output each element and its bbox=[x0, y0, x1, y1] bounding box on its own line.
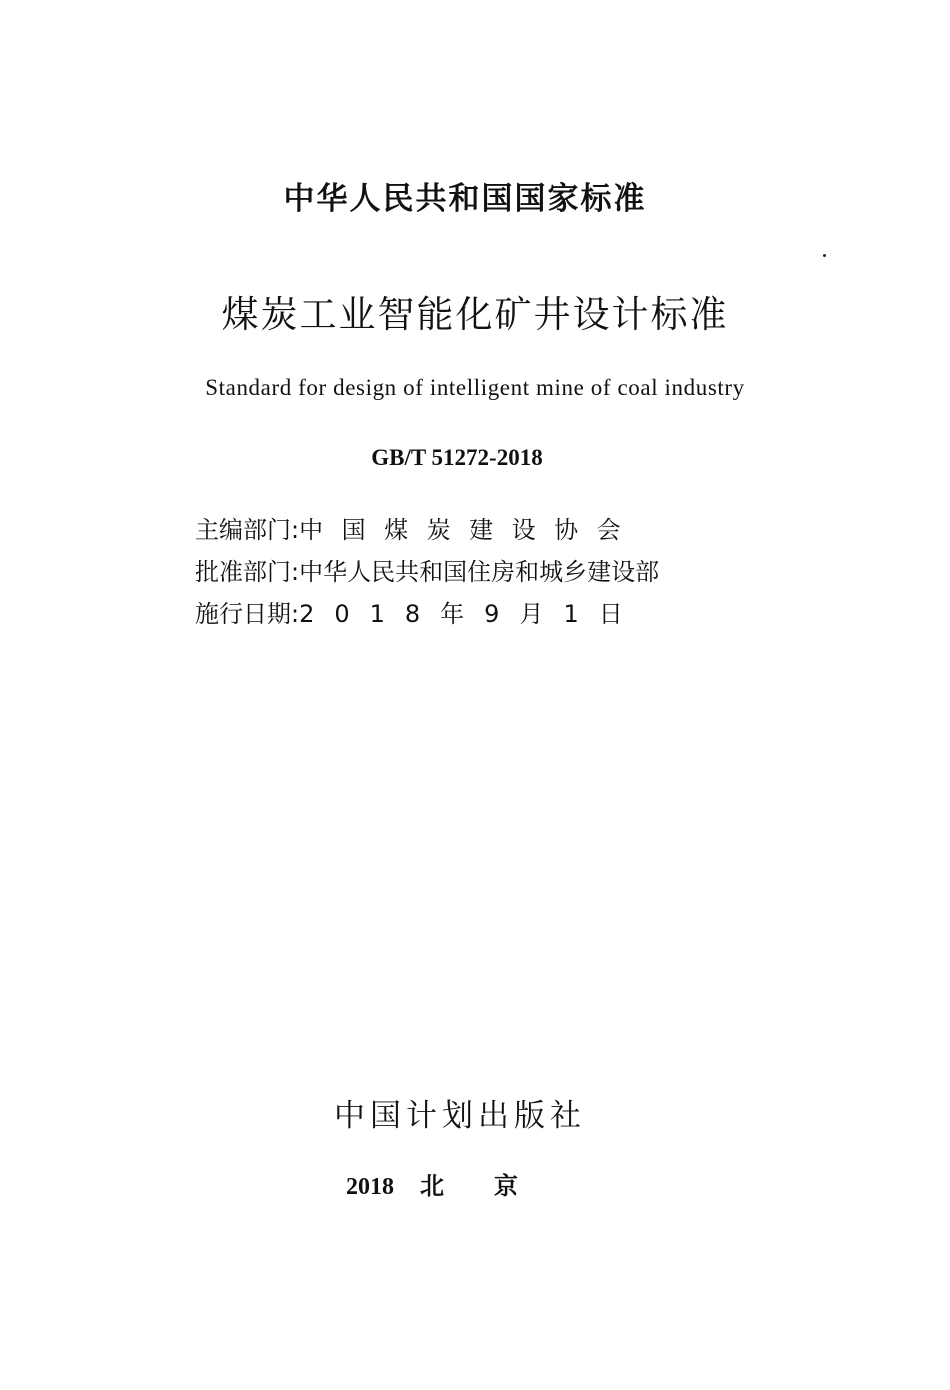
info-row-effective-date bbox=[195, 594, 755, 636]
info-value: 2018年9月1日 bbox=[299, 600, 643, 628]
standard-title-chinese: 煤炭工业智能化矿井设计标准 bbox=[221, 293, 729, 336]
standard-title-english: Standard for design of intelligent mine of coal industry bbox=[205, 375, 745, 400]
publication-line bbox=[0, 1166, 932, 1201]
publication-city: 北京 bbox=[420, 1172, 568, 1200]
info-row-chief-editor bbox=[195, 510, 755, 552]
info-value: 中国煤炭建设协会 bbox=[299, 516, 640, 544]
publication-year: 2018 bbox=[346, 1174, 394, 1200]
info-row-approval-dept bbox=[195, 552, 755, 594]
national-standard-heading: 中华人民共和国国家标准 bbox=[283, 181, 647, 217]
info-label: 主编部门: bbox=[195, 516, 300, 544]
scan-speck bbox=[823, 254, 826, 257]
info-value: 中华人民共和国住房和城乡建设部 bbox=[299, 558, 660, 586]
info-label: 批准部门: bbox=[195, 558, 300, 586]
standard-number: GB/T 51272-2018 bbox=[371, 445, 543, 470]
standard-info-block bbox=[195, 510, 755, 636]
info-label: 施行日期: bbox=[195, 600, 300, 628]
publisher-name: 中国计划出版社 bbox=[334, 1098, 586, 1134]
